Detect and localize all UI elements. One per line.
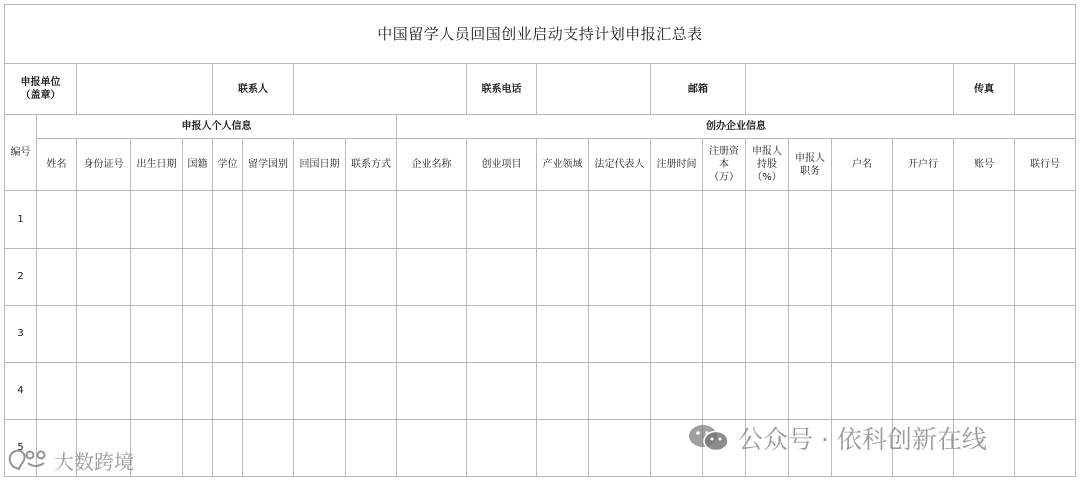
contact-person-label: 联系人 — [213, 64, 294, 115]
table-cell[interactable] — [37, 362, 77, 419]
brand-watermark — [6, 446, 134, 475]
fax-value[interactable] — [1015, 64, 1076, 115]
mailbox-value[interactable] — [746, 64, 954, 115]
table-title: 中国留学人员回国创业启动支持计划申报汇总表 — [5, 5, 1076, 64]
table-cell[interactable] — [243, 419, 294, 476]
table-cell[interactable] — [183, 419, 213, 476]
table-cell[interactable] — [589, 362, 651, 419]
table-cell[interactable] — [213, 305, 243, 362]
table-cell[interactable] — [37, 305, 77, 362]
table-cell[interactable] — [213, 362, 243, 419]
table-cell[interactable] — [954, 305, 1015, 362]
enterprise-info-header: 创办企业信息 — [397, 115, 1076, 139]
table-cell[interactable] — [832, 362, 893, 419]
column-header: 开户行 — [893, 139, 954, 191]
table-cell[interactable] — [77, 362, 131, 419]
table-cell[interactable] — [131, 248, 183, 305]
table-cell[interactable] — [183, 305, 213, 362]
table-cell[interactable] — [789, 362, 832, 419]
row-number: 2 — [5, 248, 37, 305]
table-cell[interactable] — [954, 362, 1015, 419]
table-cell[interactable] — [746, 248, 789, 305]
index-header: 编号 — [5, 115, 37, 191]
applicant-unit-value[interactable] — [77, 64, 213, 115]
watermark-text: 大数跨境 — [54, 450, 134, 474]
table-cell[interactable] — [77, 248, 131, 305]
table-cell[interactable] — [1015, 362, 1076, 419]
table-cell[interactable] — [294, 305, 346, 362]
column-header: 申报人 职务 — [789, 139, 832, 191]
table-cell[interactable] — [37, 248, 77, 305]
table-cell[interactable] — [77, 191, 131, 248]
table-cell[interactable] — [703, 191, 746, 248]
row-number: 3 — [5, 305, 37, 362]
table-cell[interactable] — [346, 248, 397, 305]
table-cell[interactable] — [183, 362, 213, 419]
wechat-icon — [686, 423, 732, 453]
watermark-text: 公众号 · 依科创新在线 — [738, 425, 987, 454]
row-number: 4 — [5, 362, 37, 419]
column-header: 申报人 持股 （%） — [746, 139, 789, 191]
table-cell[interactable] — [131, 305, 183, 362]
table-cell[interactable] — [832, 191, 893, 248]
table-cell[interactable] — [346, 362, 397, 419]
table-cell[interactable] — [467, 191, 537, 248]
table-cell[interactable] — [537, 248, 589, 305]
column-header: 回国日期 — [294, 139, 346, 191]
table-cell[interactable] — [893, 362, 954, 419]
table-cell[interactable] — [131, 191, 183, 248]
table-row — [5, 305, 1076, 362]
table-cell[interactable] — [243, 362, 294, 419]
table-row — [5, 248, 1076, 305]
table-cell[interactable] — [294, 419, 346, 476]
contact-phone-label: 联系电话 — [467, 64, 537, 115]
table-cell[interactable] — [789, 305, 832, 362]
table-cell[interactable] — [537, 305, 589, 362]
table-cell[interactable] — [346, 305, 397, 362]
contact-phone-value[interactable] — [537, 64, 651, 115]
row-number: 1 — [5, 191, 37, 248]
table-cell[interactable] — [131, 419, 183, 476]
table-row — [5, 362, 1076, 419]
table-row — [5, 191, 1076, 248]
table-cell[interactable] — [346, 191, 397, 248]
table-cell[interactable] — [537, 362, 589, 419]
table-cell[interactable] — [346, 419, 397, 476]
table-cell[interactable] — [1015, 305, 1076, 362]
table-cell[interactable] — [703, 305, 746, 362]
table-cell[interactable] — [131, 362, 183, 419]
table-cell[interactable] — [789, 248, 832, 305]
table-cell[interactable] — [651, 362, 703, 419]
table-cell[interactable] — [467, 362, 537, 419]
table-cell[interactable] — [893, 191, 954, 248]
column-header: 姓名 — [37, 139, 77, 191]
table-cell[interactable] — [37, 191, 77, 248]
table-cell[interactable] — [789, 191, 832, 248]
table-cell[interactable] — [746, 362, 789, 419]
table-cell[interactable] — [589, 419, 651, 476]
table-cell[interactable] — [651, 305, 703, 362]
lightbulb-icon — [6, 447, 50, 475]
table-cell[interactable] — [467, 305, 537, 362]
column-header: 联行号 — [1015, 139, 1076, 191]
column-header: 注册时间 — [651, 139, 703, 191]
table-cell[interactable] — [954, 248, 1015, 305]
table-cell[interactable] — [1015, 248, 1076, 305]
table-cell[interactable] — [1015, 191, 1076, 248]
table-cell[interactable] — [954, 191, 1015, 248]
table-cell[interactable] — [397, 362, 467, 419]
table-cell[interactable] — [294, 362, 346, 419]
table-cell[interactable] — [397, 191, 467, 248]
column-header: 出生日期 — [131, 139, 183, 191]
applicant-unit-label: 申报单位 （盖章） — [5, 64, 77, 115]
fax-label: 传真 — [954, 64, 1015, 115]
table-cell[interactable] — [213, 248, 243, 305]
table-cell[interactable] — [703, 362, 746, 419]
table-cell[interactable] — [77, 305, 131, 362]
table-cell[interactable] — [832, 305, 893, 362]
column-header: 创业项目 — [467, 139, 537, 191]
mailbox-label: 邮箱 — [651, 64, 746, 115]
personal-info-header: 申报人个人信息 — [37, 115, 397, 139]
contact-person-value[interactable] — [294, 64, 467, 115]
table-cell[interactable] — [213, 419, 243, 476]
table-cell[interactable] — [243, 191, 294, 248]
column-header: 国籍 — [183, 139, 213, 191]
table-cell[interactable] — [893, 305, 954, 362]
table-cell[interactable] — [467, 248, 537, 305]
wechat-watermark — [686, 420, 987, 456]
table-cell[interactable] — [746, 191, 789, 248]
column-header: 产业领域 — [537, 139, 589, 191]
table-cell[interactable] — [213, 191, 243, 248]
table-cell[interactable] — [537, 191, 589, 248]
column-header: 身份证号 — [77, 139, 131, 191]
column-header: 学位 — [213, 139, 243, 191]
table-cell[interactable] — [832, 248, 893, 305]
column-header: 联系方式 — [346, 139, 397, 191]
table-cell[interactable] — [589, 248, 651, 305]
table-cell[interactable] — [537, 419, 589, 476]
table-cell[interactable] — [397, 419, 467, 476]
table-cell[interactable] — [243, 305, 294, 362]
table-cell[interactable] — [746, 305, 789, 362]
column-header: 留学国别 — [243, 139, 294, 191]
table-cell[interactable] — [1015, 419, 1076, 476]
table-cell[interactable] — [397, 248, 467, 305]
column-header: 账号 — [954, 139, 1015, 191]
table-cell[interactable] — [397, 305, 467, 362]
column-header: 法定代表人 — [589, 139, 651, 191]
column-header: 户名 — [832, 139, 893, 191]
table-cell[interactable] — [183, 248, 213, 305]
table-cell[interactable] — [183, 191, 213, 248]
table-cell[interactable] — [651, 191, 703, 248]
table-cell[interactable] — [703, 248, 746, 305]
table-cell[interactable] — [294, 248, 346, 305]
row-number: 5 — [5, 419, 37, 476]
table-cell[interactable] — [294, 191, 346, 248]
table-cell[interactable] — [589, 191, 651, 248]
column-header: 注册资 本 （万） — [703, 139, 746, 191]
column-header: 企业名称 — [397, 139, 467, 191]
table-cell[interactable] — [651, 248, 703, 305]
application-summary-table — [4, 4, 1076, 477]
table-cell[interactable] — [589, 305, 651, 362]
table-cell[interactable] — [467, 419, 537, 476]
table-cell[interactable] — [893, 248, 954, 305]
table-cell[interactable] — [243, 248, 294, 305]
